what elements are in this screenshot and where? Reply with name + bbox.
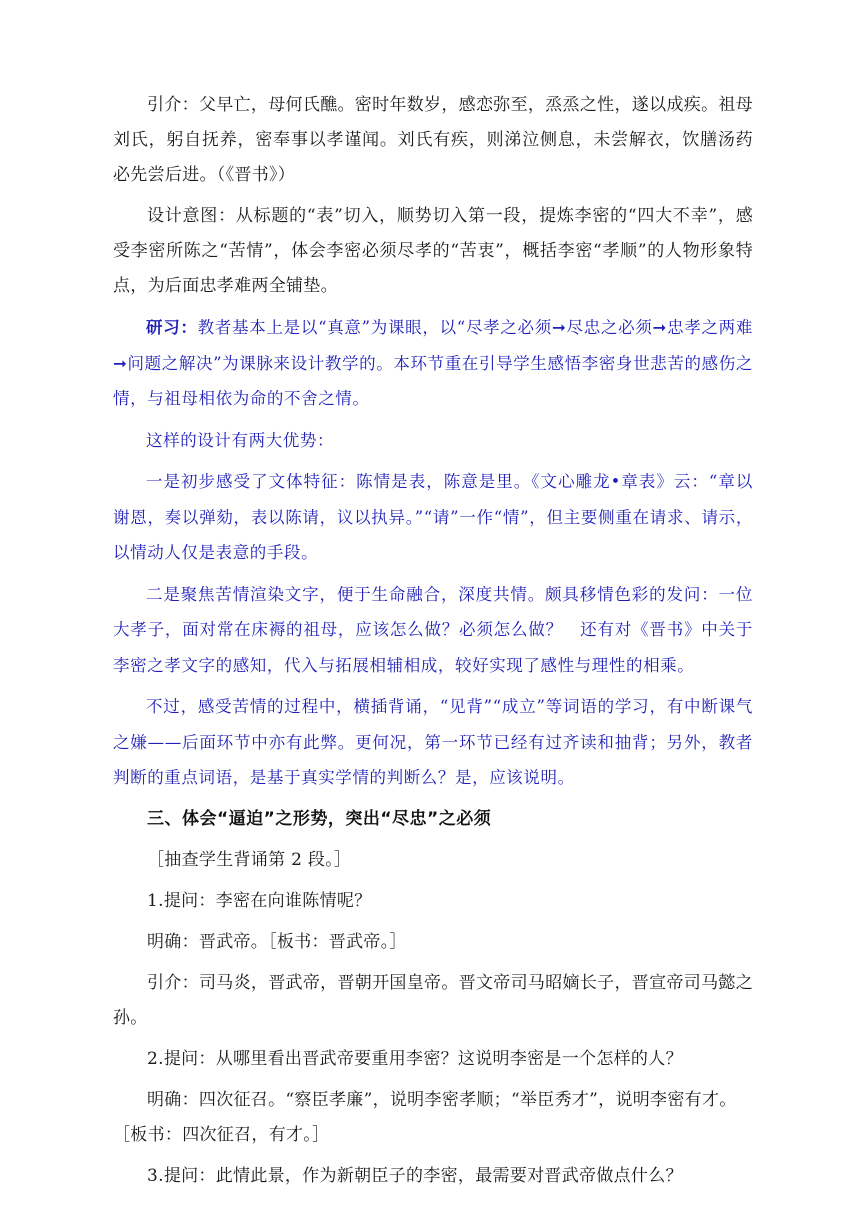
critique-paragraph: 不过，感受苦情的过程中，横插背诵，“见背”“成立”等词语的学习，有中断课气之嫌——后面环节中亦有此弊。更何况，第一环节已经有过齐读和抽背；另外，教者判断的重点词语，是基于真实学情的判断么？是，应该说明。: [113, 697, 753, 787]
document-body: [113, 88, 753, 1194]
intro-paragraph-sima-yan: 引介：司马炎，晋武帝，晋朝开国皇帝。晋文帝司马昭嫡长子，晋宣帝司马懿之孙。: [113, 972, 753, 1028]
advantages-intro: 这样的设计有两大优势：: [146, 430, 335, 450]
section-three-heading: 三、体会“逼迫”之形势，突出“尽忠”之必须: [147, 808, 492, 829]
intro-paragraph-jinshu: 引介：父早亡，母何氏醮。密时年数岁，感恋弥至，烝烝之性，遂以成疾。祖母刘氏，躬自抚养，密奉事以孝谨闻。刘氏有疾，则涕泣侧息，未尝解衣，饮膳汤药必先尝后进。（《晋书》）: [113, 95, 753, 185]
advantage-one-paragraph: 一是初步感受了文体特征：陈情是表，陈意是里。《文心雕龙•章表》云：“章以谢恩，奏以弹劾，表以陈请，议以执异。”“请”一作“情”，但主要侧重在请求、请示，以情动人仅是表意的手段。: [113, 472, 753, 562]
study-label: 研习：: [146, 318, 198, 337]
answer-two: 明确：四次征召。“察臣孝廉”，说明李密孝顺；“举臣秀才”，说明李密有才。: [147, 1089, 737, 1110]
recitation-check-note: ［抽查学生背诵第 2 段。］: [147, 849, 352, 870]
question-two: 2.提问：从哪里看出晋武帝要重用李密？这说明李密是一个怎样的人？: [147, 1048, 683, 1069]
board-note-two: ［板书：四次征召，有才。］: [113, 1124, 330, 1145]
study-text: 教者基本上是以“真意”为课眼，以“尽孝之必须➞尽忠之必须➞忠孝之两难➞问题之解决”为课脉来设计教学的。本环节重在引导学生感悟李密身世悲苦的感伤之情，与祖母相依为命的不舍之情。: [113, 318, 753, 408]
design-intent-paragraph: 设计意图：从标题的“表”切入，顺势切入第一段，提炼李密的“四大不幸”，感受李密所陈之“苦情”，体会李密必须尽孝的“苦衷”，概括李密“孝顺”的人物形象特点，为后面忠孝难两全铺垫。: [113, 206, 753, 296]
advantage-two-paragraph: 二是聚焦苦情渲染文字，便于生命融合，深度共情。颇具移情色彩的发问：一位大孝子，面对常在床褥的祖母，应该怎么做？必须怎么做？ 还有对《晋书》中关于李密之孝文字的感知，代入与拓展相辅相成，较好实现了感性与理性的相乘。: [113, 584, 753, 675]
question-three: 3.提问：此情此景，作为新朝臣子的李密，最需要对晋武帝做点什么？: [147, 1165, 683, 1186]
answer-one: 明确：晋武帝。［板书：晋武帝。］: [147, 931, 407, 952]
study-paragraph: [113, 310, 753, 417]
question-one: 1.提问：李密在向谁陈情呢？: [147, 890, 372, 911]
